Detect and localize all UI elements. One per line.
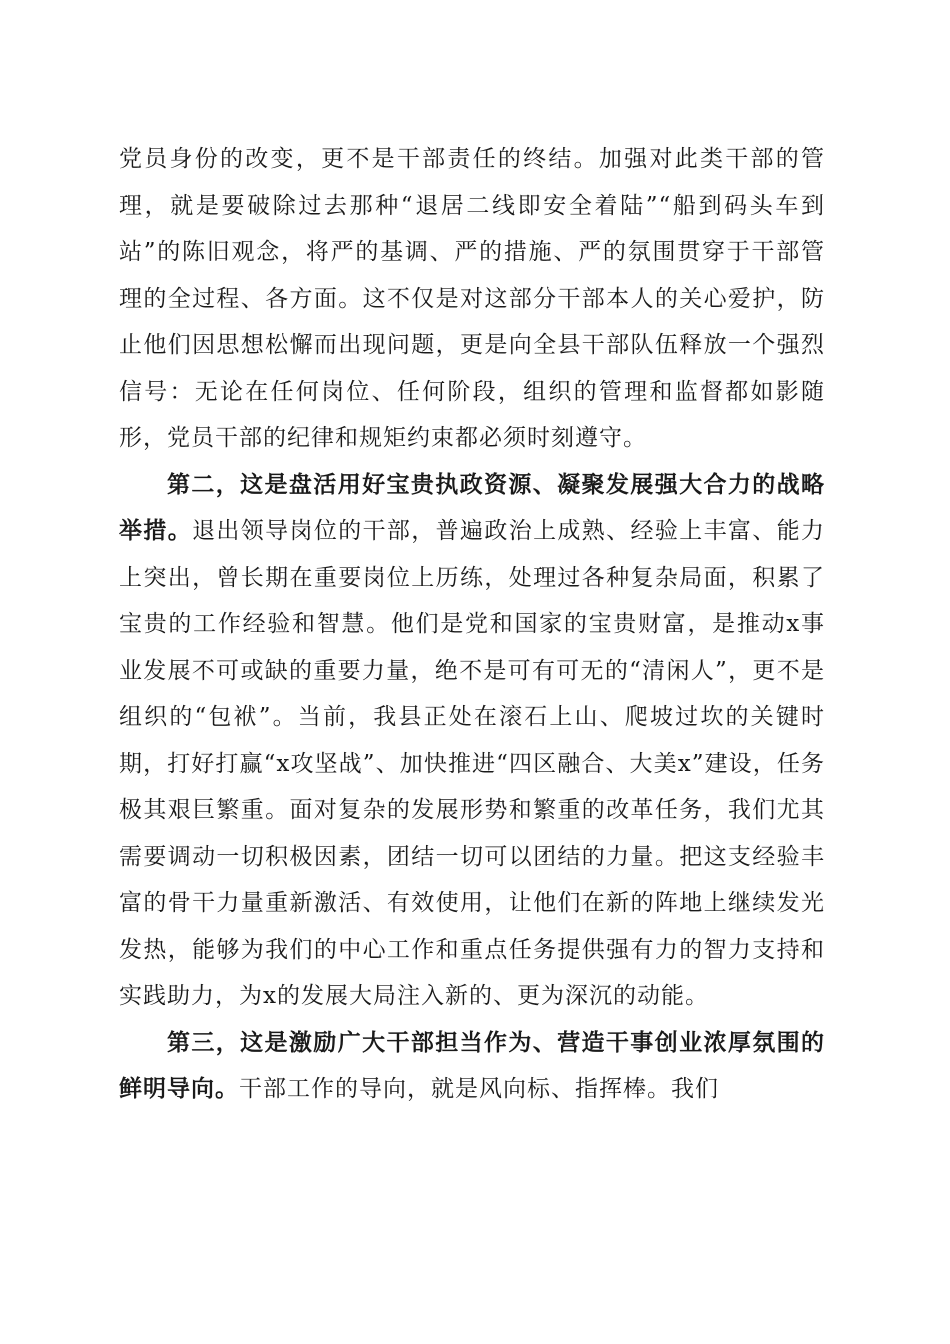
paragraph-lead: 第三，这是激励广大干部担当作为、营造干事创业浓厚氛围的鲜明导向。 — [119, 1028, 825, 1102]
document-body — [119, 136, 825, 1113]
paragraph-continuation — [119, 136, 825, 462]
paragraph-second-point — [119, 462, 825, 1020]
paragraph-third-point — [119, 1020, 825, 1113]
paragraph-lead: 第二，这是盘活用好宝贵执政资源、凝聚发展强大合力的战略举措。 — [119, 470, 825, 544]
paragraph-text: 党员身份的改变，更不是干部责任的终结。加强对此类干部的管理，就是要破除过去那种“退居二线即安全着陆”“船到码头车到站”的陈旧观念，将严的基调、严的措施、严的氛围贯穿于干部管理的全过程、各方面。这不仅是对这部分干部本人的关心爱护，防止他们因思想松懈而出现问题，更是向全县干部队伍释放一个强烈信号：无论在任何岗位、任何阶段，组织的管理和监督都如影随形，党员干部的纪律和规矩约束都必须时刻遵守。 — [119, 146, 825, 451]
paragraph-text: 退出领导岗位的干部，普遍政治上成熟、经验上丰富、能力上突出，曾长期在重要岗位上历练，处理过各种复杂局面，积累了宝贵的工作经验和智慧。他们是党和国家的宝贵财富，是推动x事业发展不可或缺的重要力量，绝不是可有可无的“清闲人”，更不是组织的“包袱”。当前，我县正处在滚石上山、爬坡过坎的关键时期，打好打赢“x攻坚战”、加快推进“四区融合、大美x”建设，任务极其艰巨繁重。面对复杂的发展形势和繁重的改革任务，我们尤其需要调动一切积极因素，团结一切可以团结的力量。把这支经验丰富的骨干力量重新激活、有效使用，让他们在新的阵地上继续发光发热，能够为我们的中心工作和重点任务提供强有力的智力支持和实践助力，为x的发展大局注入新的、更为深沉的动能。 — [119, 518, 826, 1009]
paragraph-text: 干部工作的导向，就是风向标、指挥棒。我们 — [239, 1076, 719, 1102]
